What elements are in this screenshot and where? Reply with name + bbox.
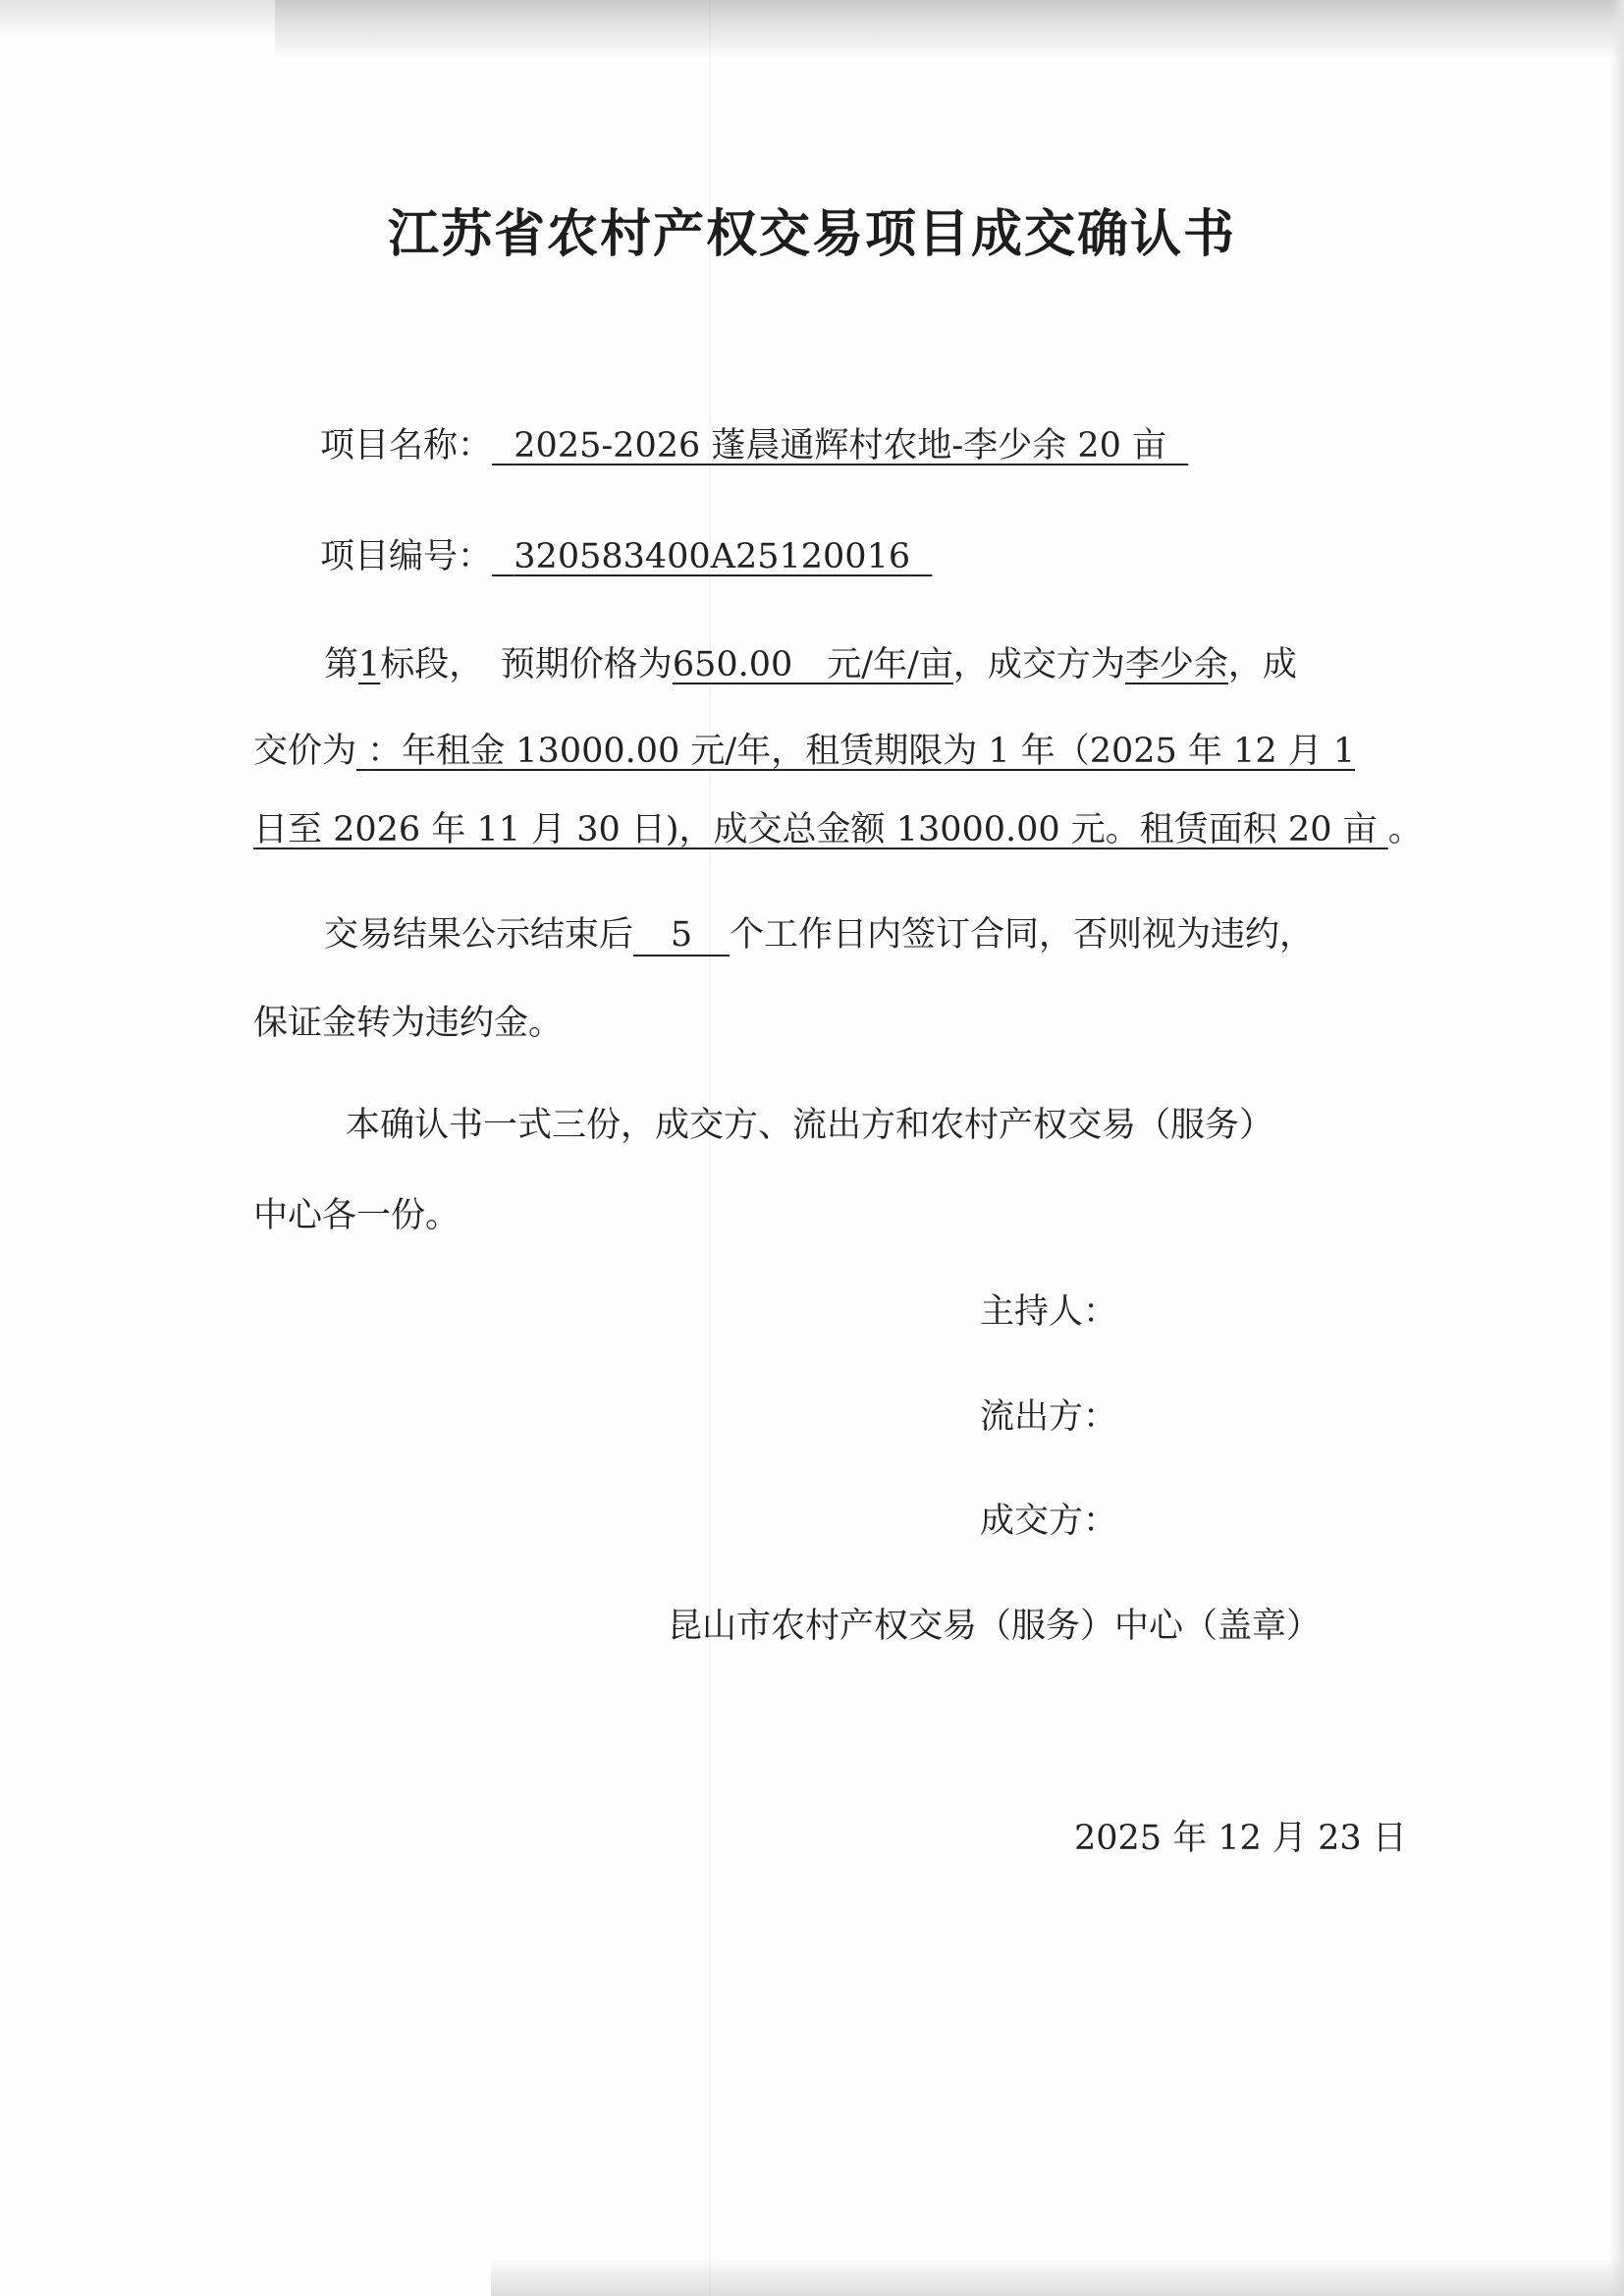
project-no-row xyxy=(320,535,932,578)
deal-price-line-2: ：年租金 13000.00 元/年，租赁期限为 1 年（2025 年 12 月 1 xyxy=(367,732,1356,771)
contract-text: 交易结果公示结束后 xyxy=(324,915,634,955)
scan-shadow-bottom xyxy=(491,2257,1624,2296)
section-line-1 xyxy=(324,643,1297,686)
project-name-row xyxy=(320,424,1188,467)
expected-price: 650.00 元/年/亩 xyxy=(672,645,953,684)
contract-text: 个工作日内签订合同，否则视为违约， xyxy=(730,915,1315,955)
signature-host: 主持人： xyxy=(980,1292,1118,1332)
issuing-center: 昆山市农村产权交易（服务）中心（盖章） xyxy=(668,1607,1322,1646)
contract-line-1 xyxy=(324,913,1314,957)
project-no-label: 项目编号： xyxy=(320,537,493,576)
project-name-label: 项目名称： xyxy=(320,426,493,465)
copies-line-2: 中心各一份。 xyxy=(253,1196,460,1235)
scan-shadow-top xyxy=(275,0,1624,59)
section-text: 第 xyxy=(324,645,359,684)
scan-shadow-top-left xyxy=(0,0,275,39)
deal-price-line-3: 日至 2026 年 11 月 30 日)，成交总金额 13000.00 元。租赁面积 20 亩 xyxy=(253,810,1378,849)
project-no-value: 320583400A25120016 xyxy=(514,537,911,576)
section-line-2 xyxy=(253,730,1355,773)
project-name-value: 2025-2026 蓬晨通辉村农地-李少余 20 亩 xyxy=(514,426,1166,465)
section-text: ，成交方为 xyxy=(952,645,1125,684)
scan-shadow-right xyxy=(1610,0,1624,2296)
contract-days: 5 xyxy=(633,915,730,957)
buyer-name: 李少余 xyxy=(1124,645,1228,684)
copies-line-1: 本确认书一式三份，成交方、流出方和农村产权交易（服务） xyxy=(346,1106,1274,1145)
section-text: 。 xyxy=(1387,810,1423,849)
section-text: 交价为 xyxy=(253,732,357,771)
paper-fold-line xyxy=(709,0,711,2296)
contract-line-2: 保证金转为违约金。 xyxy=(253,1004,564,1043)
document-title: 江苏省农村产权交易项目成交确认书 xyxy=(387,205,1236,264)
issue-date: 2025 年 12 月 23 日 xyxy=(1074,1819,1407,1858)
signature-transferor: 流出方： xyxy=(980,1397,1118,1437)
section-line-3 xyxy=(253,808,1423,851)
section-text: ，成 xyxy=(1227,645,1297,684)
lot-number: 1 xyxy=(358,645,381,684)
section-text: 标段， 预期价格为 xyxy=(380,645,673,684)
signature-buyer: 成交方： xyxy=(980,1502,1118,1541)
